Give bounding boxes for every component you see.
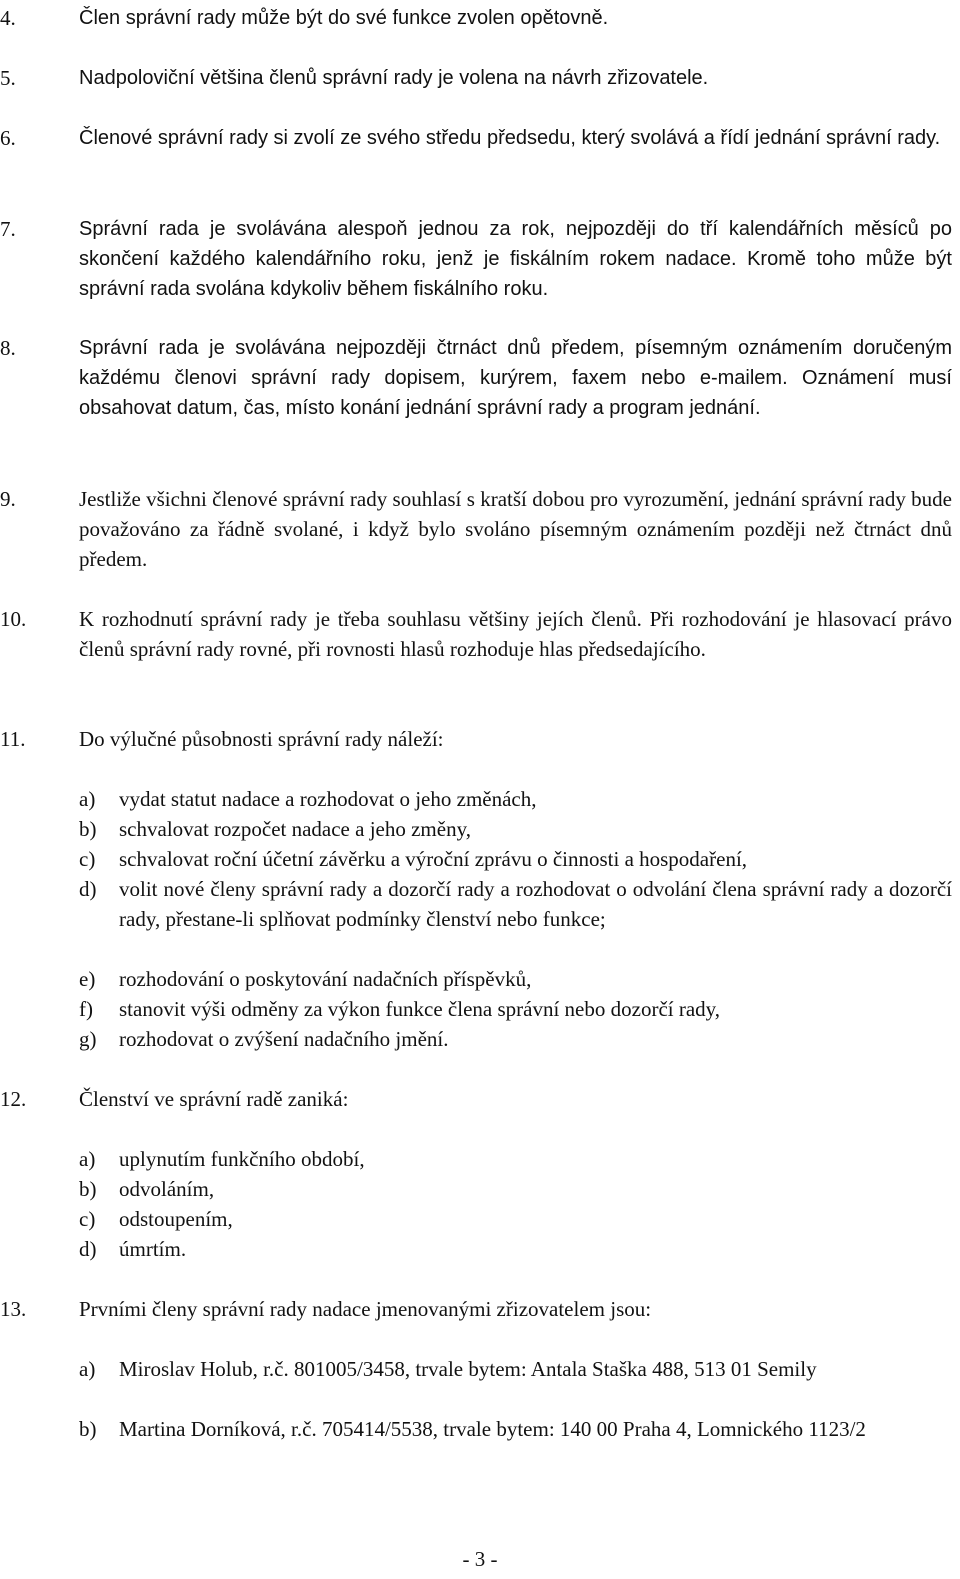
list-label: c): [79, 847, 96, 871]
list-label: a): [79, 1357, 96, 1381]
list-text: uplynutím funkčního období,: [119, 1147, 365, 1171]
clause-number: 8.: [0, 336, 16, 360]
list-text: Martina Dorníková, r.č. 705414/5538, trvale bytem: 140 00 Praha 4, Lomnického 1123/2: [119, 1417, 866, 1441]
clause-text: Prvními členy správní rady nadace jmenovanými zřizovatelem jsou:: [79, 1297, 652, 1321]
clause-number: 13.: [0, 1297, 27, 1321]
clause-text: Jestliže všichni členové správní rady souhlasí s kratší dobou pro vyrozumění, jednání správní rady bude považováno za řádně svolané, i když bylo svoláno písemným oznámením později než čtrnáct dnů předem.: [79, 487, 952, 571]
clause-number: 7.: [0, 217, 16, 241]
clause-text: Správní rada je svolávána nejpozději čtrnáct dnů předem, písemným oznámením doručeným každému členovi správní rady dopisem, kurýrem, faxem nebo e-mailem. Oznámení musí obsahovat datum, čas, místo konání jednání správní rady a program jednání.: [79, 337, 952, 419]
list-text: schvalovat roční účetní závěrku a výroční zprávu o činnosti a hospodaření,: [119, 847, 748, 871]
list-label: d): [79, 877, 97, 901]
clause-text: Správní rada je svolávána alespoň jednou za rok, nejpozději do tří kalendářních měsíců po skončení každého kalendářního roku, jenž je fiskálním rokem nadace. Kromě toho může být správní rada svolána kdykoliv během fiskálního roku.: [79, 218, 952, 300]
list-label: b): [79, 1177, 97, 1201]
list-text: volit nové členy správní rady a dozorčí rady a rozhodovat o odvolání člena správní rady a dozorčí rady, přestane-li splňovat podmínky členství nebo funkce;: [119, 877, 952, 931]
clause-number: 12.: [0, 1087, 27, 1111]
list-label: g): [79, 1027, 97, 1051]
clause-number: 9.: [0, 487, 16, 511]
clause-number: 6.: [0, 126, 16, 150]
list-text: vydat statut nadace a rozhodovat o jeho změnách,: [119, 787, 537, 811]
clause-number: 5.: [0, 66, 16, 90]
list-label: d): [79, 1237, 97, 1261]
list-text: schvalovat rozpočet nadace a jeho změny,: [119, 817, 471, 841]
list-label: a): [79, 787, 96, 811]
list-text: rozhodování o poskytování nadačních příspěvků,: [119, 967, 532, 991]
clause-text: Členové správní rady si zvolí ze svého středu předsedu, který svolává a řídí jednání správní rady.: [79, 127, 941, 149]
list-text: odstoupením,: [119, 1207, 233, 1231]
clause-number: 11.: [0, 727, 26, 751]
clause-number: 10.: [0, 607, 27, 631]
list-text: odvoláním,: [119, 1177, 215, 1201]
list-label: b): [79, 1417, 97, 1441]
list-label: a): [79, 1147, 96, 1171]
list-text: Miroslav Holub, r.č. 801005/3458, trvale bytem: Antala Staška 488, 513 01 Semily: [119, 1357, 817, 1381]
page-number: - 3 -: [462, 1547, 498, 1571]
list-label: c): [79, 1207, 96, 1231]
clause-number: 4.: [0, 6, 16, 30]
list-label: e): [79, 967, 96, 991]
list-label: b): [79, 817, 97, 841]
clause-text: Člen správní rady může být do své funkce zvolen opětovně.: [79, 7, 609, 29]
clause-text: Do výlučné působnosti správní rady náleží:: [79, 727, 444, 751]
clause-text: Členství ve správní radě zaniká:: [79, 1087, 349, 1111]
list-text: stanovit výši odměny za výkon funkce člena správní nebo dozorčí rady,: [119, 997, 721, 1021]
clause-text: Nadpoloviční většina členů správní rady je volena na návrh zřizovatele.: [79, 67, 709, 89]
clause-text: K rozhodnutí správní rady je třeba souhlasu většiny jejích členů. Při rozhodování je hlasovací právo členů správní rady rovné, při rovnosti hlasů rozhoduje hlas předsedajícího.: [79, 607, 952, 661]
list-label: f): [79, 997, 93, 1021]
list-text: rozhodovat o zvýšení nadačního jmění.: [119, 1027, 449, 1051]
list-text: úmrtím.: [119, 1237, 187, 1261]
